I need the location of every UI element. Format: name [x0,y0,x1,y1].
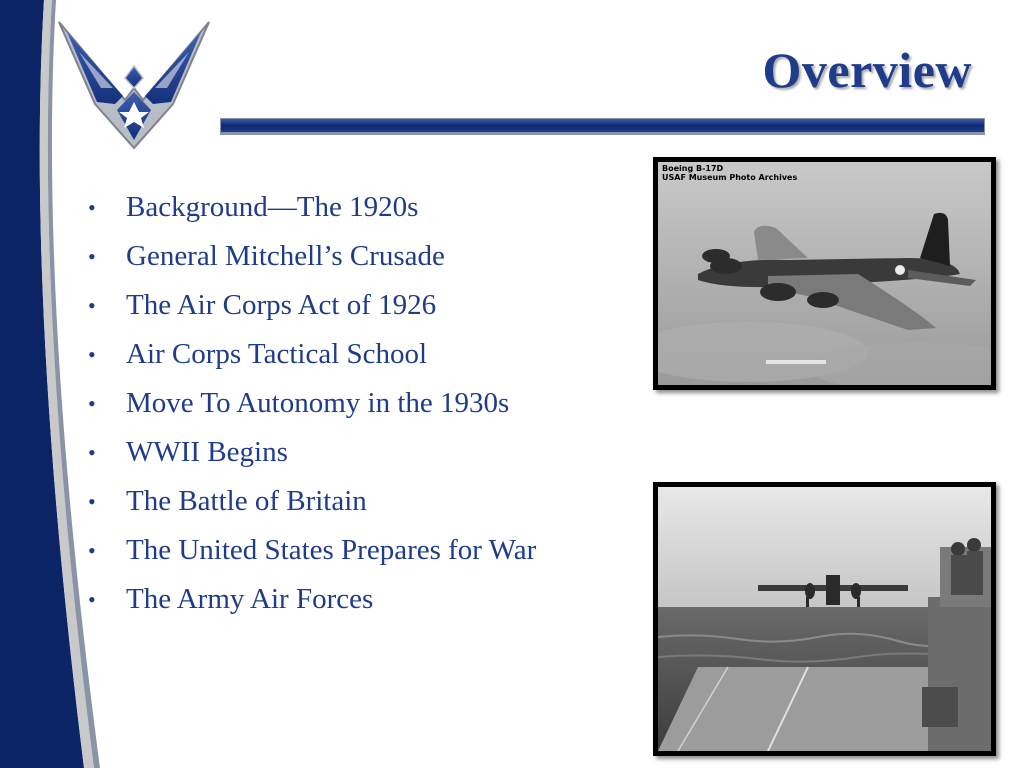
air-force-wings-icon [55,8,213,150]
bullet-dot: • [88,244,96,269]
b17-bomber-image [658,162,991,385]
bullet-dot: • [88,391,96,416]
list-item: • Air Corps Tactical School [88,330,536,379]
b17-bomber-photo [653,157,996,390]
list-item: • The Air Corps Act of 1926 [88,281,536,330]
photo-caption: Boeing B-17D USAF Museum Photo Archives [662,164,798,182]
list-item: • Move To Autonomy in the 1930s [88,379,536,428]
bullet-dot: • [88,440,96,465]
bullet-dot: • [88,342,96,367]
list-item: • The Army Air Forces [88,575,536,624]
list-item: • WWII Begins [88,428,536,477]
bullet-dot: • [88,195,96,220]
list-item: • Background—The 1920s [88,183,536,232]
list-item: • The United States Prepares for War [88,526,536,575]
slide-title: Overview [762,42,972,98]
list-item: • General Mitchell’s Crusade [88,232,536,281]
title-underline-bar [220,118,985,135]
list-item: • The Battle of Britain [88,477,536,526]
bullet-dot: • [88,587,96,612]
carrier-takeoff-photo [653,482,996,756]
overview-bullet-list [88,183,536,624]
carrier-takeoff-image [658,487,991,751]
bullet-dot: • [88,538,96,563]
bullet-dot: • [88,293,96,318]
bullet-dot: • [88,489,96,514]
